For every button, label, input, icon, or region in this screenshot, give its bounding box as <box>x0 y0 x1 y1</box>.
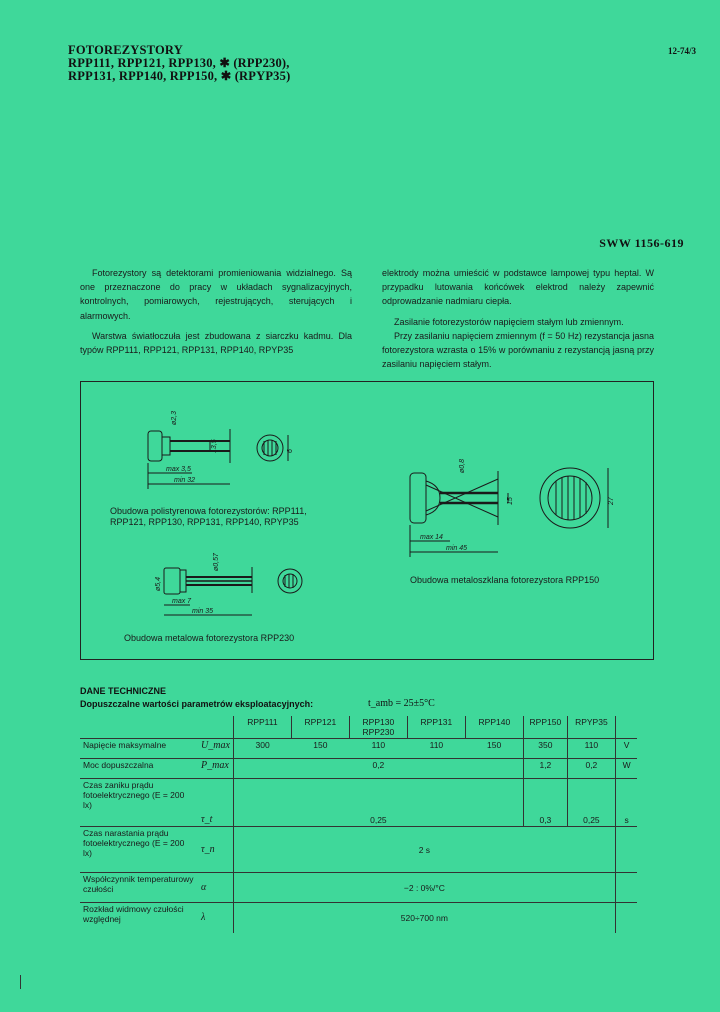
param-name: Moc dopuszczalna <box>83 760 154 770</box>
cell-value: 0,25 <box>567 779 615 827</box>
cell-value: 150 <box>487 740 502 750</box>
margin-mark <box>20 975 21 989</box>
table-row <box>80 759 637 779</box>
cell-value: 300 <box>233 739 291 759</box>
glass-housing-front-view <box>540 468 608 528</box>
dim-label: max 7 <box>172 598 192 605</box>
unit: V <box>615 739 637 759</box>
ambient-temperature: t_amb = 25±5°C <box>368 698 435 709</box>
title-line-2: RPP111, RPP121, RPP130, ✱ (RPP230), <box>68 56 290 70</box>
plastic-housing-front-view <box>257 435 288 461</box>
cell-value: 0,2 <box>567 759 615 779</box>
sheet-code: 12-74/3 <box>668 46 696 56</box>
table-row <box>80 779 637 827</box>
param-name: Rozkład widmowy czułości względnej <box>83 904 184 924</box>
caption-line: RPP121, RPP130, RPP131, RPP140, RPYP35 <box>110 517 299 527</box>
dim-label: ø0,8 <box>459 458 466 473</box>
cell-value: 110 <box>567 739 615 759</box>
cell-value: −2 : 0%/°C <box>233 873 615 903</box>
dim-label: ø0,57 <box>213 553 220 571</box>
unit: W <box>615 759 637 779</box>
table-header-row <box>80 716 637 739</box>
unit: s <box>615 779 637 827</box>
metal-housing-front-view <box>278 569 302 593</box>
caption-line: Obudowa polistyrenowa fotorezystorów: RPP111, <box>110 506 307 516</box>
cell-value: 150 <box>313 740 328 750</box>
param-symbol: P_max <box>201 760 229 771</box>
title-line-3: RPP131, RPP140, RPP150, ✱ (RPYP35) <box>68 69 291 83</box>
cell-value: 1,2 <box>523 759 567 779</box>
intro-paragraph: Warstwa światłoczuła jest zbudowana z siarczku kadmu. Dla typów RPP111, RPP121, RPP131, RPP140, RPYP35 <box>80 330 352 356</box>
intro-left-column <box>80 266 352 363</box>
parameters-table <box>80 716 637 933</box>
column-header: RPP130 RPP230 <box>349 716 407 739</box>
document-title <box>68 44 290 83</box>
intro-paragraph: Fotorezystory są detektorami promieniowania widzialnego. Są one przeznaczone do pracy w układach sygnalizacyjnych, kontrolnych, pomiarowych, rejestrujących, sterujących i alarmowych. <box>80 268 352 321</box>
param-symbol: U_max <box>201 740 230 751</box>
column-header: RPP111 <box>233 716 291 739</box>
column-header: RPYP35 <box>567 716 615 739</box>
standard-number: SWW 1156-619 <box>599 236 684 250</box>
dim-label: 15 <box>507 497 514 505</box>
cell-value: 520÷700 nm <box>233 903 615 933</box>
caption-metal: Obudowa metalowa fotorezystora RPP230 <box>124 633 295 643</box>
dim-label: 27 <box>608 497 615 505</box>
param-name: Napięcie maksymalne <box>83 740 167 750</box>
param-symbol: τ_n <box>201 844 215 855</box>
cell-value: 2 s <box>233 827 615 873</box>
caption-plastic <box>110 506 307 528</box>
dim-label: min 35 <box>192 608 214 615</box>
param-name: Czas narastania prądu fotoelektrycznego (E = 200 lx) <box>83 828 185 858</box>
section-subtitle: Dopuszczalne wartości parametrów eksploatacyjnych: <box>80 699 314 709</box>
cell-value: 0,2 <box>233 759 523 779</box>
cell-value: 0,25 <box>233 779 523 827</box>
param-name: Czas zaniku prądu fotoelektrycznego (E = 200 lx) <box>83 780 185 810</box>
intro-paragraph: elektrody można umieścić w podstawce lampowej typu heptal. W przypadku lutowania końcówek elektrod należy zapewnić odprowadzanie nadmiaru ciepła. <box>382 268 654 307</box>
param-symbol: τ_t <box>201 814 213 825</box>
cell-value: 350 <box>523 739 567 759</box>
param-name: Współczynnik temperaturowy czułości <box>83 874 194 894</box>
cell-value: 0,3 <box>523 779 567 827</box>
intro-right-column <box>382 266 654 377</box>
intro-paragraph: Przy zasilaniu napięciem zmiennym (f = 50 Hz) rezystancja jasna fotorezystora wzrasta o 15% w porównaniu z rezystancją jasną przy zasilaniu napięciem stałym. <box>382 330 654 370</box>
table-row <box>80 827 637 873</box>
dim-label: min 32 <box>174 477 196 484</box>
column-header: RPP131 <box>407 716 465 739</box>
table-row <box>80 873 637 903</box>
table-row <box>80 903 637 933</box>
cell-value: 110 <box>429 740 444 750</box>
dim-label: ø2,3 <box>171 410 178 425</box>
dim-label: 13,5 <box>211 439 218 453</box>
caption-glass: Obudowa metaloszklana fotorezystora RPP150 <box>410 575 600 585</box>
intro-paragraph: Zasilanie fotorezystorów napięciem stałym lub zmiennym. <box>394 316 624 327</box>
table-row <box>80 739 637 759</box>
param-symbol: λ <box>201 912 206 924</box>
column-header: RPP150 <box>523 716 567 739</box>
dim-label: ø5,4 <box>155 576 162 591</box>
title-line-1: FOTOREZYSTORY <box>68 43 183 57</box>
cell-value: 110 <box>371 740 386 750</box>
column-header: RPP140 <box>465 716 523 739</box>
param-symbol: α <box>201 882 207 893</box>
dim-label: 6 <box>287 449 294 453</box>
dim-label: min 45 <box>446 545 468 552</box>
section-title: DANE TECHNICZNE <box>80 686 167 696</box>
dim-label: max 14 <box>420 534 443 541</box>
column-header: RPP121 <box>291 716 349 739</box>
dim-label: max 3,5 <box>166 466 191 473</box>
